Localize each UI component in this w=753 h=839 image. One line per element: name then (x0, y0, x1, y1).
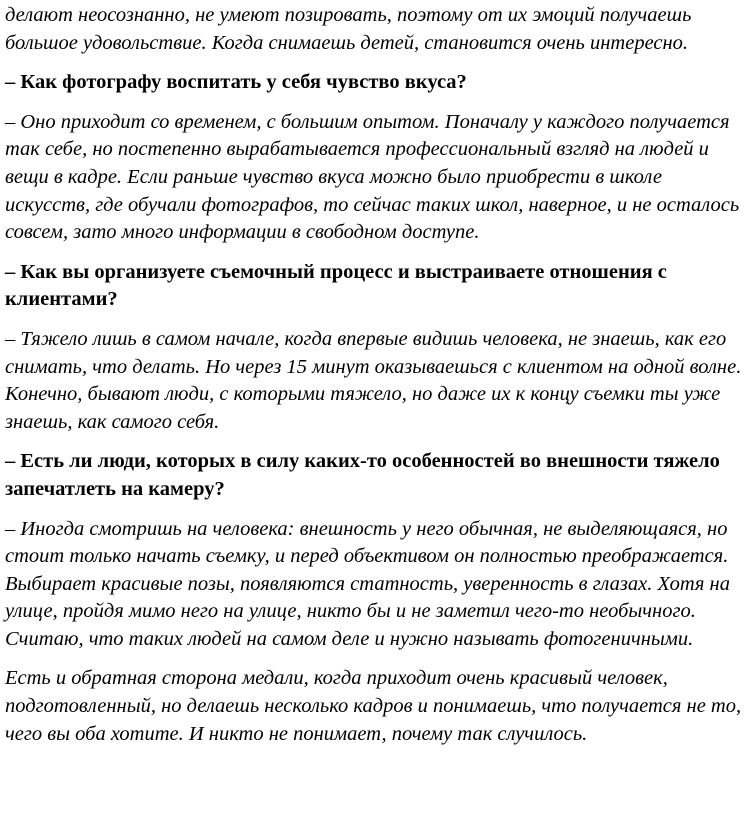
answer-paragraph: делают неосознанно, не умеют позировать, поэтому от их эмоций получаешь большое удовольствие. Когда снимаешь детей, становится очень интересно. (5, 4, 692, 54)
answer-paragraph: Есть и обратная сторона медали, когда приходит очень красивый человек, подготовленный, но делаешь несколько кадров и понимаешь, что получается не то, чего вы оба хотите. И никто не понимает, почему так случилось. (5, 667, 742, 745)
answer-paragraph: – Тяжело лишь в самом начале, когда впервые видишь человека, не знаешь, как его снимать, что делать. Но через 15 минут оказываешься с клиентом на одной волне. Конечно, бывают люди, с которыми тяжело, но даже их к концу съемки ты уже знаешь, как самого себя. (5, 327, 742, 433)
question-heading: – Как фотографу воспитать у себя чувство вкуса? (5, 71, 467, 94)
answer-paragraph: – Иногда смотришь на человека: внешность у него обычная, не выделяющаяся, но стоит только начать съемку, и перед объективом он полностью преображается. Выбирает красивые позы, появляются статность, уверенность в глазах. Хотя на улице, пройдя мимо него на улице, никто бы и не заметил чего-то необычного. Считаю, что таких людей на самом деле и нужно называть фотогеничными. (5, 517, 730, 650)
answer-paragraph: – Оно приходит со временем, с большим опытом. Поначалу у каждого получается так себе, но постепенно вырабатывается профессиональный взгляд на людей и вещи в кадре. Если раньше чувство вкуса можно было приобрести в школе искусств, где обучали фотографов, то сейчас таких школ, наверное, и не осталось совсем, зато много информации в свободном доступе. (5, 110, 740, 244)
question-heading: – Как вы организуете съемочный процесс и выстраиваете отношения с клиентами? (5, 260, 667, 311)
question-heading: – Есть ли люди, которых в силу каких-то особенностей во внешности тяжело запечатлеть на камеру? (5, 450, 720, 500)
interview-article (5, 2, 749, 760)
